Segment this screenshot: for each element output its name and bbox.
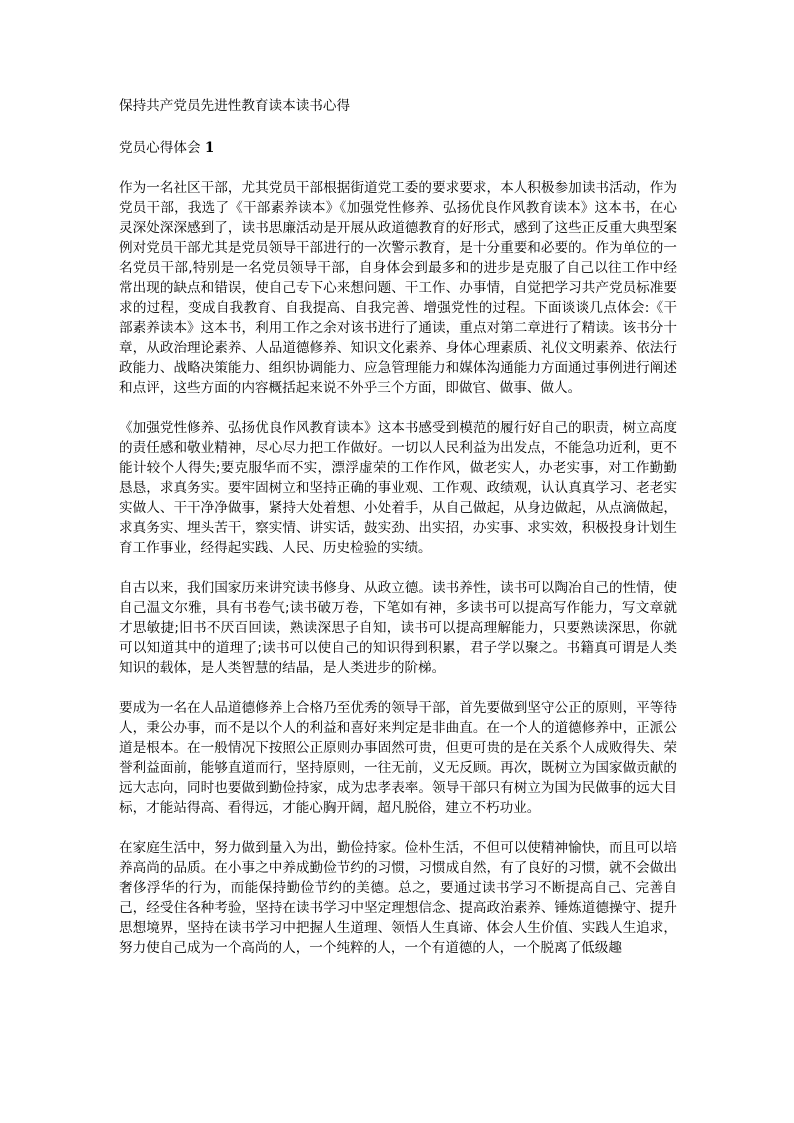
document-page bbox=[119, 96, 677, 978]
body-paragraph: 要成为一名在人品道德修养上合格乃至优秀的领导干部，首先要做到坚守公正的原则，平等待人，秉公办事，而不是以个人的利益和喜好来判定是非曲直。在一个人的道德修养中，正派公道是根本。在一般情况下按照公正原则办事固然可贵，但更可贵的是在关系个人成败得失、荣誉利益面前，能够直道而行，坚持原则，一往无前，义无反顾。再次，既树立为国家做贡献的远大志向，同时也要做到勤俭持家，成为忠孝表率。领导干部只有树立为国为民做事的远大目标，才能站得高、看得远，才能心胸开阔，超凡脱俗，建立不朽功业。 bbox=[119, 700, 677, 816]
body-paragraph: 《加强党性修养、弘扬优良作风教育读本》这本书感受到模范的履行好自己的职责，树立高度的责任感和敬业精神，尽心尽力把工作做好。一切以人民利益为出发点，不能急功近利，更不能计较个人得失;要克服华而不实，漂浮虚荣的工作作风，做老实人，办老实事，对工作勤勤恳恳，求真务实。要牢固树立和坚持正确的事业观、工作观、政绩观，认认真真学习、老老实实做人、干干净净做事，紧持大处着想、小处着手，从自己做起，从身边做起，从点滴做起，求真务实、埋头苦干，察实情、讲实话，鼓实劲、出实招，办实事、求实效，积极投身计划生育工作事业，经得起实践、人民、历史检验的实绩。 bbox=[119, 420, 677, 556]
body-paragraph: 在家庭生活中，努力做到量入为出，勤俭持家。俭朴生活，不但可以使精神愉快，而且可以培养高尚的品质。在小事之中养成勤俭节约的习惯，习惯成自然，有了良好的习惯，就不会做出奢侈浮华的行为，而能保持勤俭节约的美德。总之，要通过读书学习不断提高自己、完善自己，经受住各种考验，坚持在读书学习中坚定理想信念、提高政治素养、锤炼道德操守、提升思想境界，坚持在读书学习中把握人生道理、领悟人生真谛、体会人生价值、实践人生追求，努力使自己成为一个高尚的人，一个纯粹的人，一个有道德的人，一个脱离了低级趣 bbox=[119, 840, 677, 956]
body-paragraph: 作为一名社区干部，尤其党员干部根据街道党工委的要求要求，本人积极参加读书活动，作为党员干部，我选了《干部素养读本》《加强党性修养、弘扬优良作风教育读本》这本书，在心灵深处深深感到了，读书思廉活动是开展从政道德教育的好形式，感到了这些正反重大典型案例对党员干部尤其是党员领导干部进行的一次警示教育，是十分重要和必要的。作为单位的一名党员干部,特别是一名党员领导干部，自身体会到最多和的进步是克服了自己以往工作中经常出现的缺点和错误，使自己专下心来想问题、干工作、办事情，自觉把学习共产党员标准要求的过程，变成自我教育、自我提高、自我完善、增强党性的过程。下面谈谈几点体会:《干部素养读本》这本书，利用工作之余对该书进行了通读，重点对第二章进行了精读。该书分十章，从政治理论素养、人品道德修养、知识文化素养、身体心理素质、礼仪文明素养、依法行政能力、战略决策能力、组织协调能力、应急管理能力和媒体沟通能力方面通过事例进行阐述和点评，这些方面的内容概括起来说不外乎三个方面，即做官、做事、做人。 bbox=[119, 180, 677, 396]
section-heading-number: 1 bbox=[204, 140, 215, 156]
document-title: 保持共产党员先进性教育读本读书心得 bbox=[119, 98, 351, 114]
section-heading bbox=[119, 138, 677, 158]
section-heading-label: 党员心得体会 bbox=[119, 140, 201, 156]
body-paragraph: 自古以来，我们国家历来讲究读书修身、从政立德。读书养性，读书可以陶冶自己的性情，使自己温文尔雅，具有书卷气;读书破万卷，下笔如有神，多读书可以提高写作能力，写文章就才思敏捷;旧书不厌百回读，熟读深思子自知，读书可以提高理解能力，只要熟读深思，你就可以知道其中的道理了;读书可以使自己的知识得到积累，君子学以聚之。书籍真可谓是人类知识的载体，是人类智慧的结晶，是人类进步的阶梯。 bbox=[119, 580, 677, 676]
